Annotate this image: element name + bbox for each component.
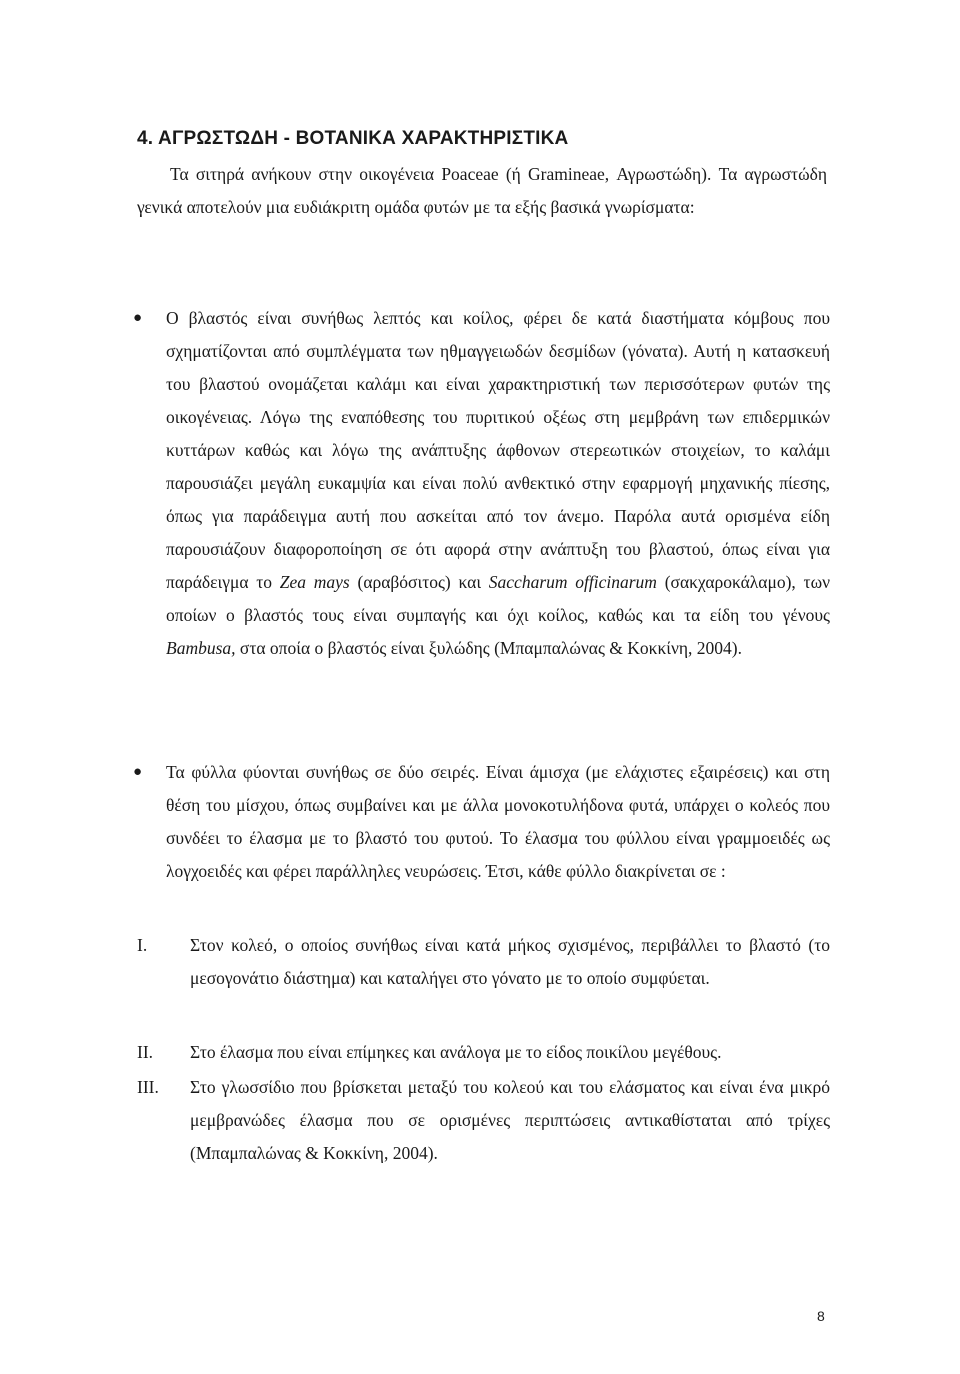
list-item-text: Στο γλωσσίδιο που βρίσκεται μεταξύ του κολεού και του ελάσματος και είναι ένα μικρό μεμβρανώδες έλασμα που σε ορισμένες περιπτώσεις αντικαθίσταται από τρίχες (Μπαμπαλώνας & Κοκκίνη, 2004).: [190, 1077, 830, 1163]
intro-paragraph: [137, 158, 827, 224]
stem-text-3: (σακχαροκάλαμο), των οποίων ο βλαστός τους είναι συμπαγής και όχι κοίλος, καθώς και τα είδη του γένους: [166, 572, 831, 625]
list-item-text: Στο έλασμα που είναι επίμηκες και ανάλογα με το είδος ποικίλου μεγέθους.: [190, 1042, 722, 1062]
bullet-item-stem: [133, 302, 831, 665]
leaves-text: Τα φύλλα φύονται συνήθως σε δύο σειρές. Είναι άμισχα (με ελάχιστες εξαιρέσεις) και στη θέση του μίσχου, όπως συμβαίνει και με άλλα μονοκοτυλήδονα φυτά, υπάρχει ο κολεός που συνδέει το έλασμα με το βλαστό του φυτού. Το έλασμα του φύλλου είναι γραμμοειδές ως λογχοειδές και φέρει παράλληλες νευρώσεις. Έτσι, κάθε φύλλο διακρίνεται σε :: [166, 762, 830, 881]
list-item-number: II.: [137, 1042, 154, 1062]
bullet-icon: ●: [133, 764, 143, 780]
section-heading: 4. ΑΓΡΩΣΤΩΔΗ - ΒΟΤΑΝΙΚΑ ΧΑΡΑΚΤΗΡΙΣΤΙΚΑ: [137, 128, 569, 149]
intro-text: Τα σιτηρά ανήκουν στην οικογένεια Poaceae (ή Gramineae, Αγρωστώδη). Τα αγρωστώδη γενικά αποτελούν μια ευδιάκριτη ομάδα φυτών με τα εξής βασικά γνωρίσματα:: [137, 164, 827, 217]
genus-bambusa: Bambusa,: [166, 638, 236, 658]
bullet-item-leaves: [133, 756, 830, 888]
stem-text-1: Ο βλαστός είναι συνήθως λεπτός και κοίλος, φέρει δε κατά διαστήματα κόμβους που σχηματίζονται από συμπλέγματα των ηθμαγγειωδών δεσμίδων (γόνατα). Αυτή η κατασκευή του βλαστού ονομάζεται καλάμι και είναι χαρακτηριστική των περισσότερων φυτών της οικογένειας. Λόγω της εναπόθεσης του πυριτικού οξέως στη μεμβράνη των επιδερμικών κυττάρων καθώς και λόγω της ανάπτυξης άφθονων στερεωτικών στοιχείων, το καλάμι παρουσιάζει μεγάλη ευκαμψία και είναι πολύ ανθεκτικό στην εφαρμογή μηχανικής πίεσης, όπως για παράδειγμα αυτή που ασκείται από τον άνεμο. Παρόλα αυτά ορισμένα είδη παρουσιάζουν διαφοροποίηση σε ότι αφορά στην ανάπτυξη του βλαστού, όπως είναι για παράδειγμα το: [166, 308, 830, 592]
species-saccharum: Saccharum officinarum: [488, 572, 657, 592]
list-item-text: Στον κολεό, ο οποίος συνήθως είναι κατά μήκος σχισμένος, περιβάλλει το βλαστό (το μεσογονάτιο διάστημα) και καταλήγει στο γόνατο με το οποίο συμφύεται.: [190, 935, 830, 988]
list-item-number: I.: [137, 935, 148, 955]
list-item-number: III.: [137, 1077, 159, 1097]
stem-text-4: στα οποία ο βλαστός είναι ξυλώδης (Μπαμπαλώνας & Κοκκίνη, 2004).: [239, 638, 742, 658]
stem-text-2: (αραβόσιτος) και: [357, 572, 482, 592]
species-zea-mays: Zea mays: [279, 572, 350, 592]
list-item: [137, 1036, 830, 1069]
list-item: [137, 1071, 830, 1170]
bullet-icon: ●: [133, 310, 143, 326]
list-item: [137, 929, 830, 995]
page-number: 8: [817, 1308, 825, 1324]
